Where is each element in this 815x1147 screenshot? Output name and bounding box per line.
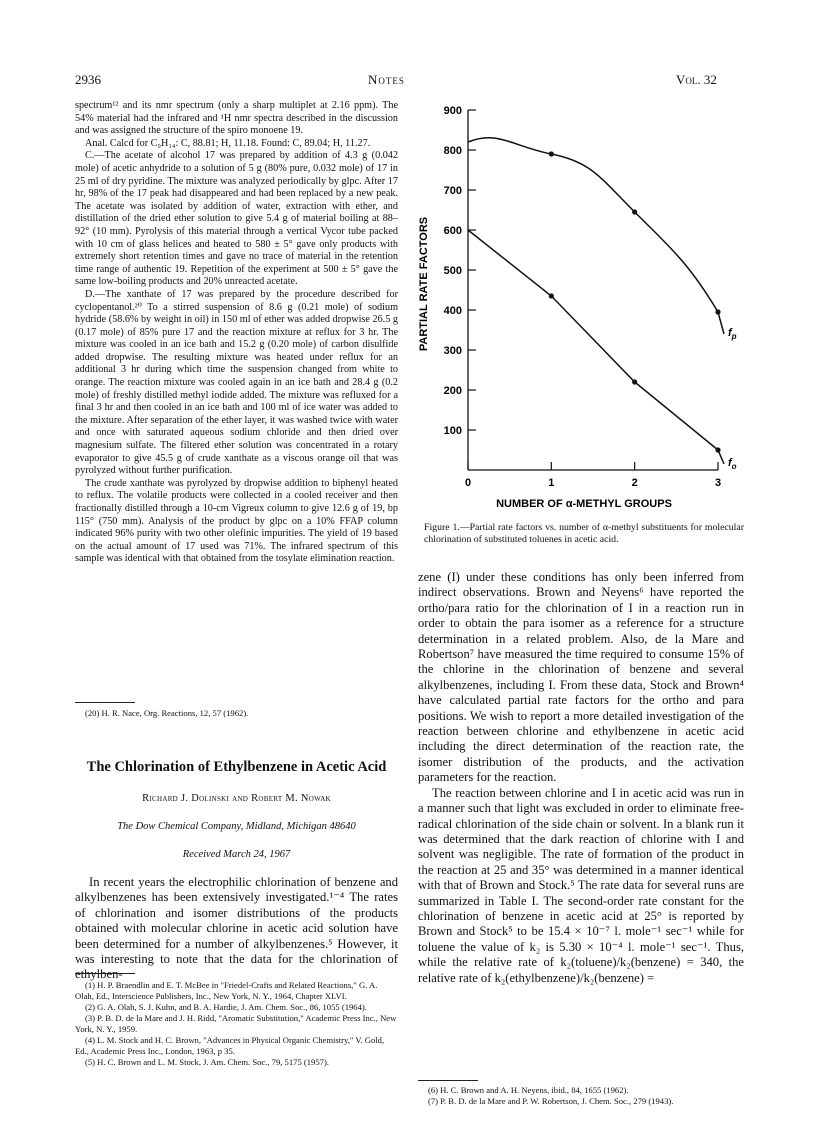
series-line-fp [468, 138, 724, 334]
footnote-rule [75, 702, 135, 703]
right-column-text [418, 570, 744, 986]
x-tick-label: 0 [464, 477, 472, 489]
y-tick-label: 700 [443, 185, 462, 197]
left-footnotes [75, 980, 398, 1068]
page-number: 2936 [75, 72, 101, 87]
footnote: (1) H. P. Braendlin and E. T. McBee in "Friedel-Crafts and Related Reactions," G. A. Olah, Ed., Interscience Publishers, Inc., New York, N. Y., 1964, Chapter XLVI. [75, 980, 378, 1001]
y-tick-label: 600 [443, 225, 462, 237]
received-date: Received March 24, 1967 [182, 849, 291, 860]
chart-ticks [444, 105, 721, 489]
data-point [715, 309, 720, 314]
footnote-20: (20) H. R. Nace, Org. Reactions, 12, 57 (1962). [85, 708, 249, 718]
y-tick-label: 200 [443, 385, 462, 397]
paragraph: In recent years the electrophilic chlorination of benzene and alkylbenzenes has been extensively investigated.¹⁻⁴ The rates of chlorination and isomer distributions of the products obtained with molecular chlorine in acetic acid solution have been determined for a number of alkylbenzenes.⁵ However, it was interesting to note that the data for the chlorination of ethylben- [75, 875, 398, 982]
x-tick-label: 2 [631, 477, 638, 489]
paragraph: The crude xanthate was pyrolyzed by dropwise addition to biphenyl heated to reflux. The volatile products were collected in a cooled receiver and then fractionally distilled through a 10-cm Vigreux column to give 12.6 g of 19, bp 115° (750 mm). Analysis of the product by glpc on a 10% FFAP column indicated 96% purity with two other olefinic impurities. The yield of 19 based on the actual amount of 17 used was 71%. The infrared spectrum of this sample was identical with that obtained from the tosylate elimination reaction. [75, 477, 398, 565]
article-authors: Richard J. Dolinski and Robert M. Nowak [142, 793, 331, 804]
footnote: (4) L. M. Stock and H. C. Brown, "Advances in Physical Organic Chemistry," V. Gold, Ed., Academic Press Inc., London, 1963, p 35. [75, 1035, 385, 1056]
footnote: (3) P. B. D. de la Mare and J. H. Ridd, "Aromatic Substitution," Academic Press Inc., New York, N. Y., 1959. [75, 1013, 397, 1034]
partial-rate-chart [410, 96, 750, 516]
footnote-rule [418, 1080, 478, 1081]
footnote: (6) H. C. Brown and A. H. Neyens, ibid., 84, 1655 (1962). [428, 1085, 629, 1095]
data-point [632, 209, 637, 214]
x-axis-label: NUMBER OF α-METHYL GROUPS [496, 498, 672, 510]
data-point [549, 293, 554, 298]
y-tick-label: 100 [443, 425, 462, 437]
figure-caption: Figure 1.—Partial rate factors vs. number of α-methyl substituents for molecular chlorination of substituted toluenes in acetic acid. [424, 522, 744, 545]
series-label-fo: $f_o$ [728, 457, 737, 471]
volume-label: Vol. 32 [676, 72, 717, 87]
y-tick-label: 500 [443, 265, 462, 277]
y-tick-label: 300 [443, 345, 462, 357]
article-affiliation: The Dow Chemical Company, Midland, Michigan 48640 [117, 821, 356, 832]
article-title: The Chlorination of Ethylbenzene in Acetic Acid [86, 759, 387, 775]
paragraph: The reaction between chlorine and I in acetic acid was run in a manner such that light was excluded in order to eliminate free-radical chlorination of the side chain or solvent. In a blank run it was determined that the dark reaction of chlorine with I and solvent was negligible. The rate of formation of the product in the reaction at 25 and 35° was determined in a manner identical with that of Brown and Stock.⁵ The rate data for several runs are summarized in Table I. The second-order rate constant for the chlorination of benzene in acetic acid at 25° is reported by Brown and Stock⁵ to be 15.4 × 10⁻⁷ l. mole⁻¹ sec⁻¹ while for toluene the value of k₂ is 5.30 × 10⁻⁴ l. mole⁻¹ sec⁻¹. Thus, while the relative rate of k₂(toluene)/k₂(benzene) = 340, the relative rate of k₂(ethylbenzene)/k₂(benzene) = [418, 785, 744, 985]
footnote: (2) G. A. Olah, S. J. Kuhn, and B. A. Hardie, J. Am. Chem. Soc., 86, 1055 (1964). [85, 1002, 367, 1012]
footnote: (5) H. C. Brown and L. M. Stock, J. Am. Chem. Soc., 79, 5175 (1957). [85, 1057, 329, 1067]
left-column-experimental [75, 100, 398, 566]
y-tick-label: 900 [443, 105, 462, 117]
data-point [715, 447, 720, 452]
chart-series [468, 138, 737, 471]
y-tick-label: 800 [443, 145, 462, 157]
y-tick-label: 400 [443, 305, 462, 317]
right-footnotes [418, 1085, 744, 1107]
footnote: (7) P. B. D. de la Mare and P. W. Robertson, J. Chem. Soc., 279 (1943). [428, 1096, 674, 1106]
intro-text [75, 875, 398, 983]
paragraph: Anal. Calcd for C₉H₁₄: C, 88.81; H, 11.18. Found: C, 89.04; H, 11.27. [85, 137, 371, 149]
chart-axes [468, 110, 718, 470]
running-title: Notes [368, 72, 405, 87]
data-point [549, 151, 554, 156]
y-axis-label: PARTIAL RATE FACTORS [418, 216, 430, 352]
footnote-rule [75, 973, 135, 974]
paragraph: D.—The xanthate of 17 was prepared by the procedure described for cyclopentanol.²⁰ To a stirred suspension of 8.6 g (0.21 mole) of sodium hydride (58.6% by weight in oil) in 150 ml of ether was added dropwise 26.5 g (0.17 mole) of 85% pure 17 and the reaction mixture at reflux for 3 hr. The mixture was cooled in an ice bath and 15.2 g (0.20 mole) of carbon disulfide added dropwise. The resulting mixture was heated under reflux for an additional 3 hr during which time the suspension changed from white to orange. The reaction mixture was cooled again in an ice bath and 28.4 g (0.2 mole) of freshly distilled methyl iodide added. The mixture was refluxed for a final 3 hr and then cooled in an ice bath and 100 ml of ice water was added to the mixture. After separation of the ether layer, it was washed twice with water and once with saturated aqueous sodium chloride and then dried over magnesium sulfate. The filtered ether solution was concentrated in a rotary evaporator to give 45.5 g of crude xanthate as a viscous orange oil that was pyrolyzed without further purification. [75, 288, 398, 477]
paragraph: zene (I) under these conditions has only been inferred from indirect observations. Brown and Neyens⁶ have reported the ortho/para ratio for the chlorination of I in a reaction run in order to obtain the para isomer as a reference for a structure determination in a related problem. Also, de la Mare and Robertson⁷ have measured the time required to consume 15% of the chlorine in the chlorination of benzene and several alkylbenzenes, including I. From these data, Stock and Brown⁴ have calculated partial rate factors for the ortho and para positions. We wish to report a more detailed investigation of the reaction between chlorine and ethylbenzene in acetic acid including the direct determination of the reaction rate, the isomer distribution of the products, and the activation parameters for the reaction. [418, 570, 744, 785]
x-tick-label: 3 [714, 477, 722, 489]
x-tick-label: 1 [548, 477, 555, 489]
data-point [632, 379, 637, 384]
series-label-fp: $f_p$ [728, 327, 737, 341]
paragraph: spectrum¹² and its nmr spectrum (only a sharp multiplet at 2.16 ppm). The 54% material had the infrared and ¹H nmr spectra described in the discussion and was assigned the structure of the spiro monoene 19. [75, 100, 398, 137]
paragraph: C.—The acetate of alcohol 17 was prepared by addition of 4.3 g (0.042 mole) of acetic anhydride to a solution of 5 g (80% pure, 0.032 mole) of 17 in 25 ml of dry pyridine. The mixture was analyzed periodically by glpc. After 17 hr, 98% of the 17 peak had disappeared and had been replaced by a new peak. The acetate was isolated by addition of water, extraction with ether, and distillation of the dried ether solution to give 5.4 g of material boiling at 88–92° (10 mm). Pyrolysis of this material through a vertical Vycor tube packed with 10 cm of glass helices and heated to 580 ± 5° gave only products with extremely short retention times and gave no trace of material in the retention time range of authentic 19. Repetition of the experiment at 500 ± 5° gave the same low-boiling products and 20% unreacted acetate. [75, 150, 398, 288]
